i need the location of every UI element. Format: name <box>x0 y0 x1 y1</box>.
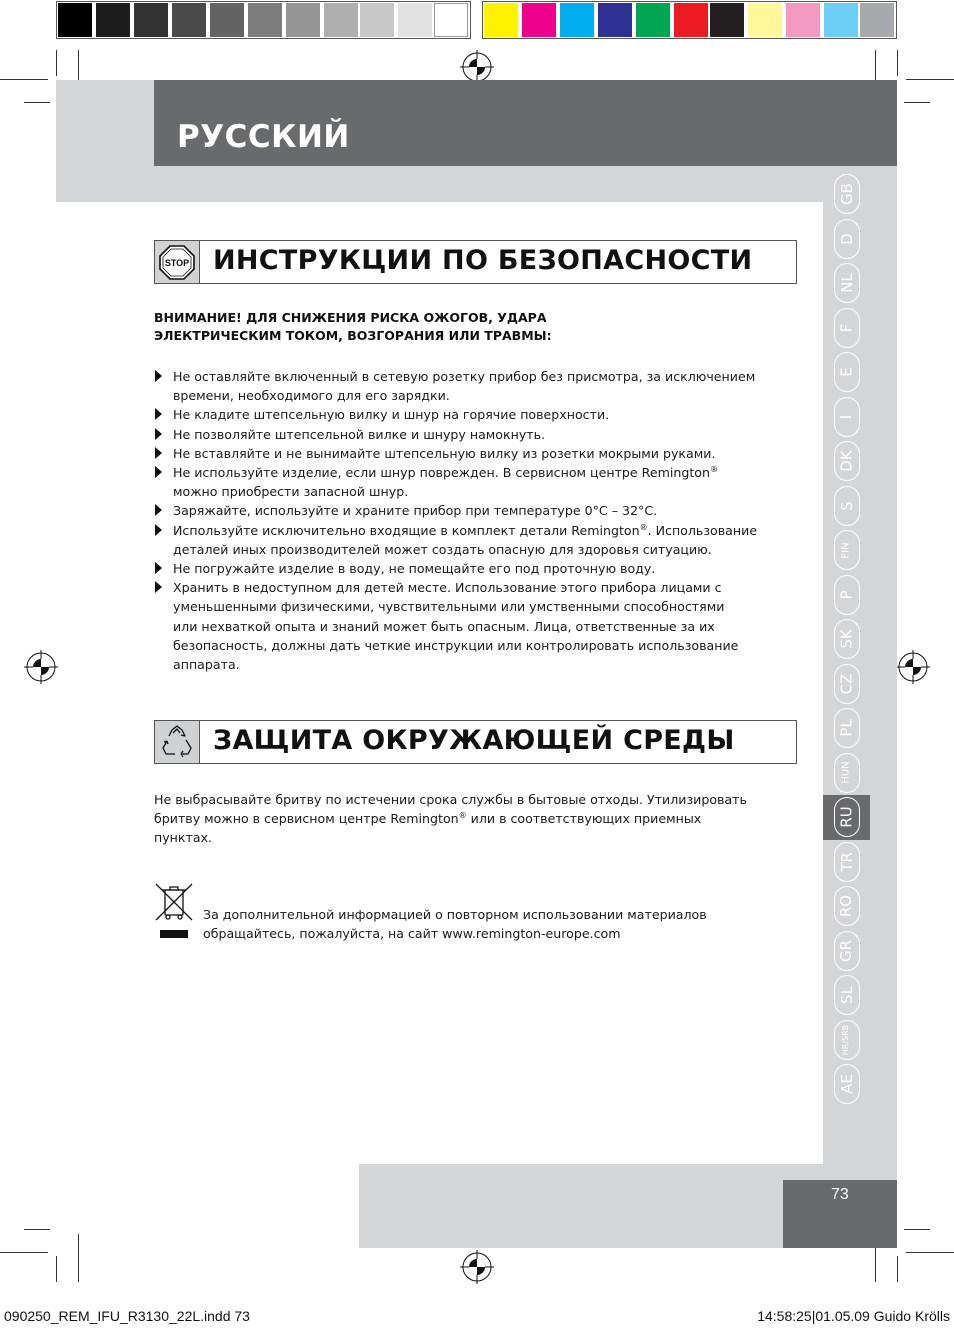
safety-section-header <box>154 240 797 284</box>
tab-pill <box>834 931 860 971</box>
tab-pill <box>834 753 860 793</box>
language-tab-label: GR <box>837 939 856 962</box>
language-tab-label: S <box>837 500 856 511</box>
tab-pill <box>834 575 860 615</box>
crop-mark <box>897 50 898 76</box>
item-text: Заряжайте, используйте и храните прибор при температуре 0°C – 32°C. <box>173 503 658 519</box>
language-tab-label: DK <box>837 450 856 472</box>
tab-pill <box>834 530 860 570</box>
tab-pill <box>834 352 860 392</box>
language-tab-i[interactable] <box>823 395 870 440</box>
item-line <box>173 501 784 520</box>
language-tab-gr[interactable] <box>823 929 870 974</box>
language-tab-e[interactable] <box>823 350 870 395</box>
text-line: За дополнительной информацией о повторном использовании материалов <box>203 907 707 922</box>
environment-section-header <box>154 720 797 764</box>
weee-note <box>203 905 793 943</box>
language-tab-tr[interactable] <box>823 840 870 885</box>
tab-pill <box>834 664 860 704</box>
item-text: Не вставляйте и не вынимайте штепсельную вилку из розетки мокрыми руками. <box>173 445 716 461</box>
safety-item <box>154 425 784 444</box>
safety-item <box>154 578 784 674</box>
language-tab-label: HUN <box>840 761 852 784</box>
tab-pill <box>834 797 860 837</box>
text-line: пунктах. <box>154 830 213 846</box>
item-line: аппарата. <box>173 657 240 673</box>
item-line <box>173 521 784 540</box>
language-tab-label: PL <box>837 719 856 737</box>
registration-mark-bottom <box>460 1250 494 1284</box>
item-text: Используйте исключительно входящие в комплект детали Remington <box>173 522 640 538</box>
crop-mark <box>904 1229 930 1230</box>
language-tab-f[interactable] <box>823 306 870 351</box>
swatch-frame <box>56 1 471 39</box>
item-line <box>173 463 784 482</box>
footer-file-info: 090250_REM_IFU_R3130_22L.indd 73 <box>4 1308 250 1324</box>
language-tab-dk[interactable] <box>823 439 870 484</box>
language-tab-ae[interactable] <box>823 1062 870 1107</box>
bullet-arrow-icon <box>155 447 162 459</box>
item-text: Не кладите штепсельную вилку и шнур на горячие поверхности. <box>173 407 610 423</box>
safety-item <box>154 463 784 501</box>
language-tab-label: F <box>837 323 856 333</box>
item-line <box>173 559 784 578</box>
crop-mark <box>0 79 48 80</box>
item-line: уменьшенными физическими, чувствительными или умственными способностями <box>173 599 725 615</box>
tab-pill <box>834 975 860 1015</box>
language-tab-label: P <box>837 590 856 600</box>
language-tab-nl[interactable] <box>823 261 870 306</box>
tab-pill <box>834 886 860 926</box>
language-tab-label: GB <box>837 183 856 206</box>
language-tab-fin[interactable] <box>823 528 870 573</box>
safety-warning <box>154 309 774 345</box>
safety-title: ИНСТРУКЦИИ ПО БЕЗОПАСНОСТИ <box>213 245 753 276</box>
language-tab-label: SL <box>837 986 856 1005</box>
language-tab-label: TR <box>837 851 856 872</box>
warning-line: ЭЛЕКТРИЧЕСКИМ ТОКОМ, ВОЗГОРАНИЯ ИЛИ ТРАВМЫ: <box>154 328 552 343</box>
language-tab-label: HR/SRB <box>841 1024 851 1055</box>
item-line: времени, необходимого для его зарядки. <box>173 388 450 404</box>
language-tabs <box>823 172 870 1107</box>
language-tab-label: SK <box>837 629 856 649</box>
item-line: или нехваткой опыта и знаний может быть опасным. Лица, ответственные за их <box>173 618 715 634</box>
language-tab-label: E <box>837 367 856 377</box>
tab-pill <box>834 441 860 481</box>
language-tab-label: I <box>837 414 856 419</box>
tab-pill <box>834 1020 860 1060</box>
footer-timestamp: 14:58:25|01.05.09 Guido Krölls <box>757 1308 950 1324</box>
tab-pill <box>834 842 860 882</box>
language-tab-label: RO <box>837 895 856 918</box>
tab-pill <box>834 263 860 303</box>
crop-mark <box>78 1234 79 1282</box>
crop-mark <box>0 1252 48 1253</box>
bullet-arrow-icon <box>155 428 162 440</box>
text-fragment: или в соответствующих приемных <box>466 811 702 827</box>
crop-mark <box>906 79 954 80</box>
item-text: . Использование <box>647 522 758 538</box>
stop-sign-icon <box>155 241 200 283</box>
svg-text:STOP: STOP <box>164 258 190 268</box>
crop-mark <box>904 102 930 103</box>
item-text: Не используйте изделие, если шнур поврежден. В сервисном центре Remington <box>173 465 710 481</box>
item-text: Хранить в недоступном для детей месте. Использование этого прибора лицами с <box>173 580 722 596</box>
language-tab-gb[interactable] <box>823 172 870 217</box>
safety-list <box>154 367 784 674</box>
language-tab-hr-srb[interactable] <box>823 1018 870 1063</box>
language-tab-pl[interactable] <box>823 706 870 751</box>
crop-mark <box>24 1229 50 1230</box>
language-tab-label: RU <box>837 806 856 828</box>
crop-mark <box>897 1256 898 1282</box>
text-fragment: бритву можно в сервисном центре Remington <box>154 811 459 827</box>
language-tab-label: NL <box>837 273 856 294</box>
registered-mark: ® <box>709 464 718 474</box>
language-tab-label: CZ <box>837 673 856 695</box>
language-tab-label: AE <box>837 1074 856 1095</box>
item-line <box>173 444 784 463</box>
item-line: можно приобрести запасной шнур. <box>173 484 409 500</box>
tab-pill <box>834 1064 860 1104</box>
language-tab-ro[interactable] <box>823 884 870 929</box>
bullet-arrow-icon <box>155 466 162 478</box>
safety-item <box>154 559 784 578</box>
recycle-icon <box>155 721 200 763</box>
tab-pill <box>834 486 860 526</box>
bullet-arrow-icon <box>155 562 162 574</box>
environment-title: ЗАЩИТА ОКРУЖАЮЩЕЙ СРЕДЫ <box>213 725 735 756</box>
warning-line: ВНИМАНИЕ! ДЛЯ СНИЖЕНИЯ РИСКА ОЖОГОВ, УДАРА <box>154 310 547 325</box>
bullet-arrow-icon <box>155 524 162 536</box>
language-tab-label: FIN <box>841 542 852 559</box>
item-line: безопасность, должны дать четкие инструкции или контролировать использование <box>173 637 739 653</box>
item-text: Не оставляйте включенный в сетевую розетку прибор без присмотра, за исключением <box>173 369 756 384</box>
registered-mark: ® <box>639 522 648 532</box>
language-tab-hun[interactable] <box>823 751 870 796</box>
safety-item <box>154 405 784 424</box>
crop-mark <box>24 102 50 103</box>
page-number: 73 <box>831 1186 849 1203</box>
text-line: обращайтесь, пожалуйста, на сайт www.remington-europe.com <box>203 926 621 942</box>
item-line <box>173 425 784 444</box>
registered-mark: ® <box>458 811 467 821</box>
text-line: Не выбрасывайте бритву по истечении срока службы в бытовые отходы. Утилизировать <box>154 792 747 807</box>
registration-mark-top <box>460 50 494 84</box>
item-text: Не погружайте изделие в воду, не помещайте его под проточную воду. <box>173 561 656 577</box>
item-line: деталей иных производителей может создать опасную для здоровья ситуацию. <box>173 541 712 557</box>
registration-mark-left <box>24 650 58 684</box>
item-line <box>173 405 784 424</box>
tab-pill <box>834 308 860 348</box>
safety-item <box>154 444 784 463</box>
bullet-arrow-icon <box>155 370 162 382</box>
tab-pill <box>834 708 860 748</box>
language-tab-cz[interactable] <box>823 662 870 707</box>
environment-paragraph <box>154 790 794 848</box>
item-line <box>173 367 784 386</box>
crop-mark <box>56 1256 57 1282</box>
bullet-arrow-icon <box>155 408 162 420</box>
language-tab-sl[interactable] <box>823 973 870 1018</box>
language-tab-ru[interactable] <box>823 795 870 840</box>
tab-pill <box>834 219 860 259</box>
tab-pill <box>834 619 860 659</box>
crop-mark <box>56 50 57 76</box>
bullet-arrow-icon <box>155 581 162 593</box>
language-tab-s[interactable] <box>823 484 870 529</box>
language-tab-d[interactable] <box>823 217 870 262</box>
registration-mark-right <box>896 650 930 684</box>
item-text: Не позволяйте штепсельной вилке и шнуру намокнуть. <box>173 426 546 442</box>
tab-pill <box>834 174 860 214</box>
language-tab-p[interactable] <box>823 573 870 618</box>
language-tab-sk[interactable] <box>823 617 870 662</box>
item-line <box>173 578 784 597</box>
swatch-frame <box>482 1 897 39</box>
language-tab-label: D <box>837 232 856 245</box>
tab-pill <box>834 397 860 437</box>
safety-item <box>154 367 784 405</box>
text-line <box>154 809 794 828</box>
safety-item <box>154 521 784 559</box>
safety-item <box>154 501 784 520</box>
crop-mark <box>906 1252 954 1253</box>
page-title: РУССКИЙ <box>177 119 350 155</box>
crossed-out-bin-icon <box>152 880 196 940</box>
bullet-arrow-icon <box>155 504 162 516</box>
